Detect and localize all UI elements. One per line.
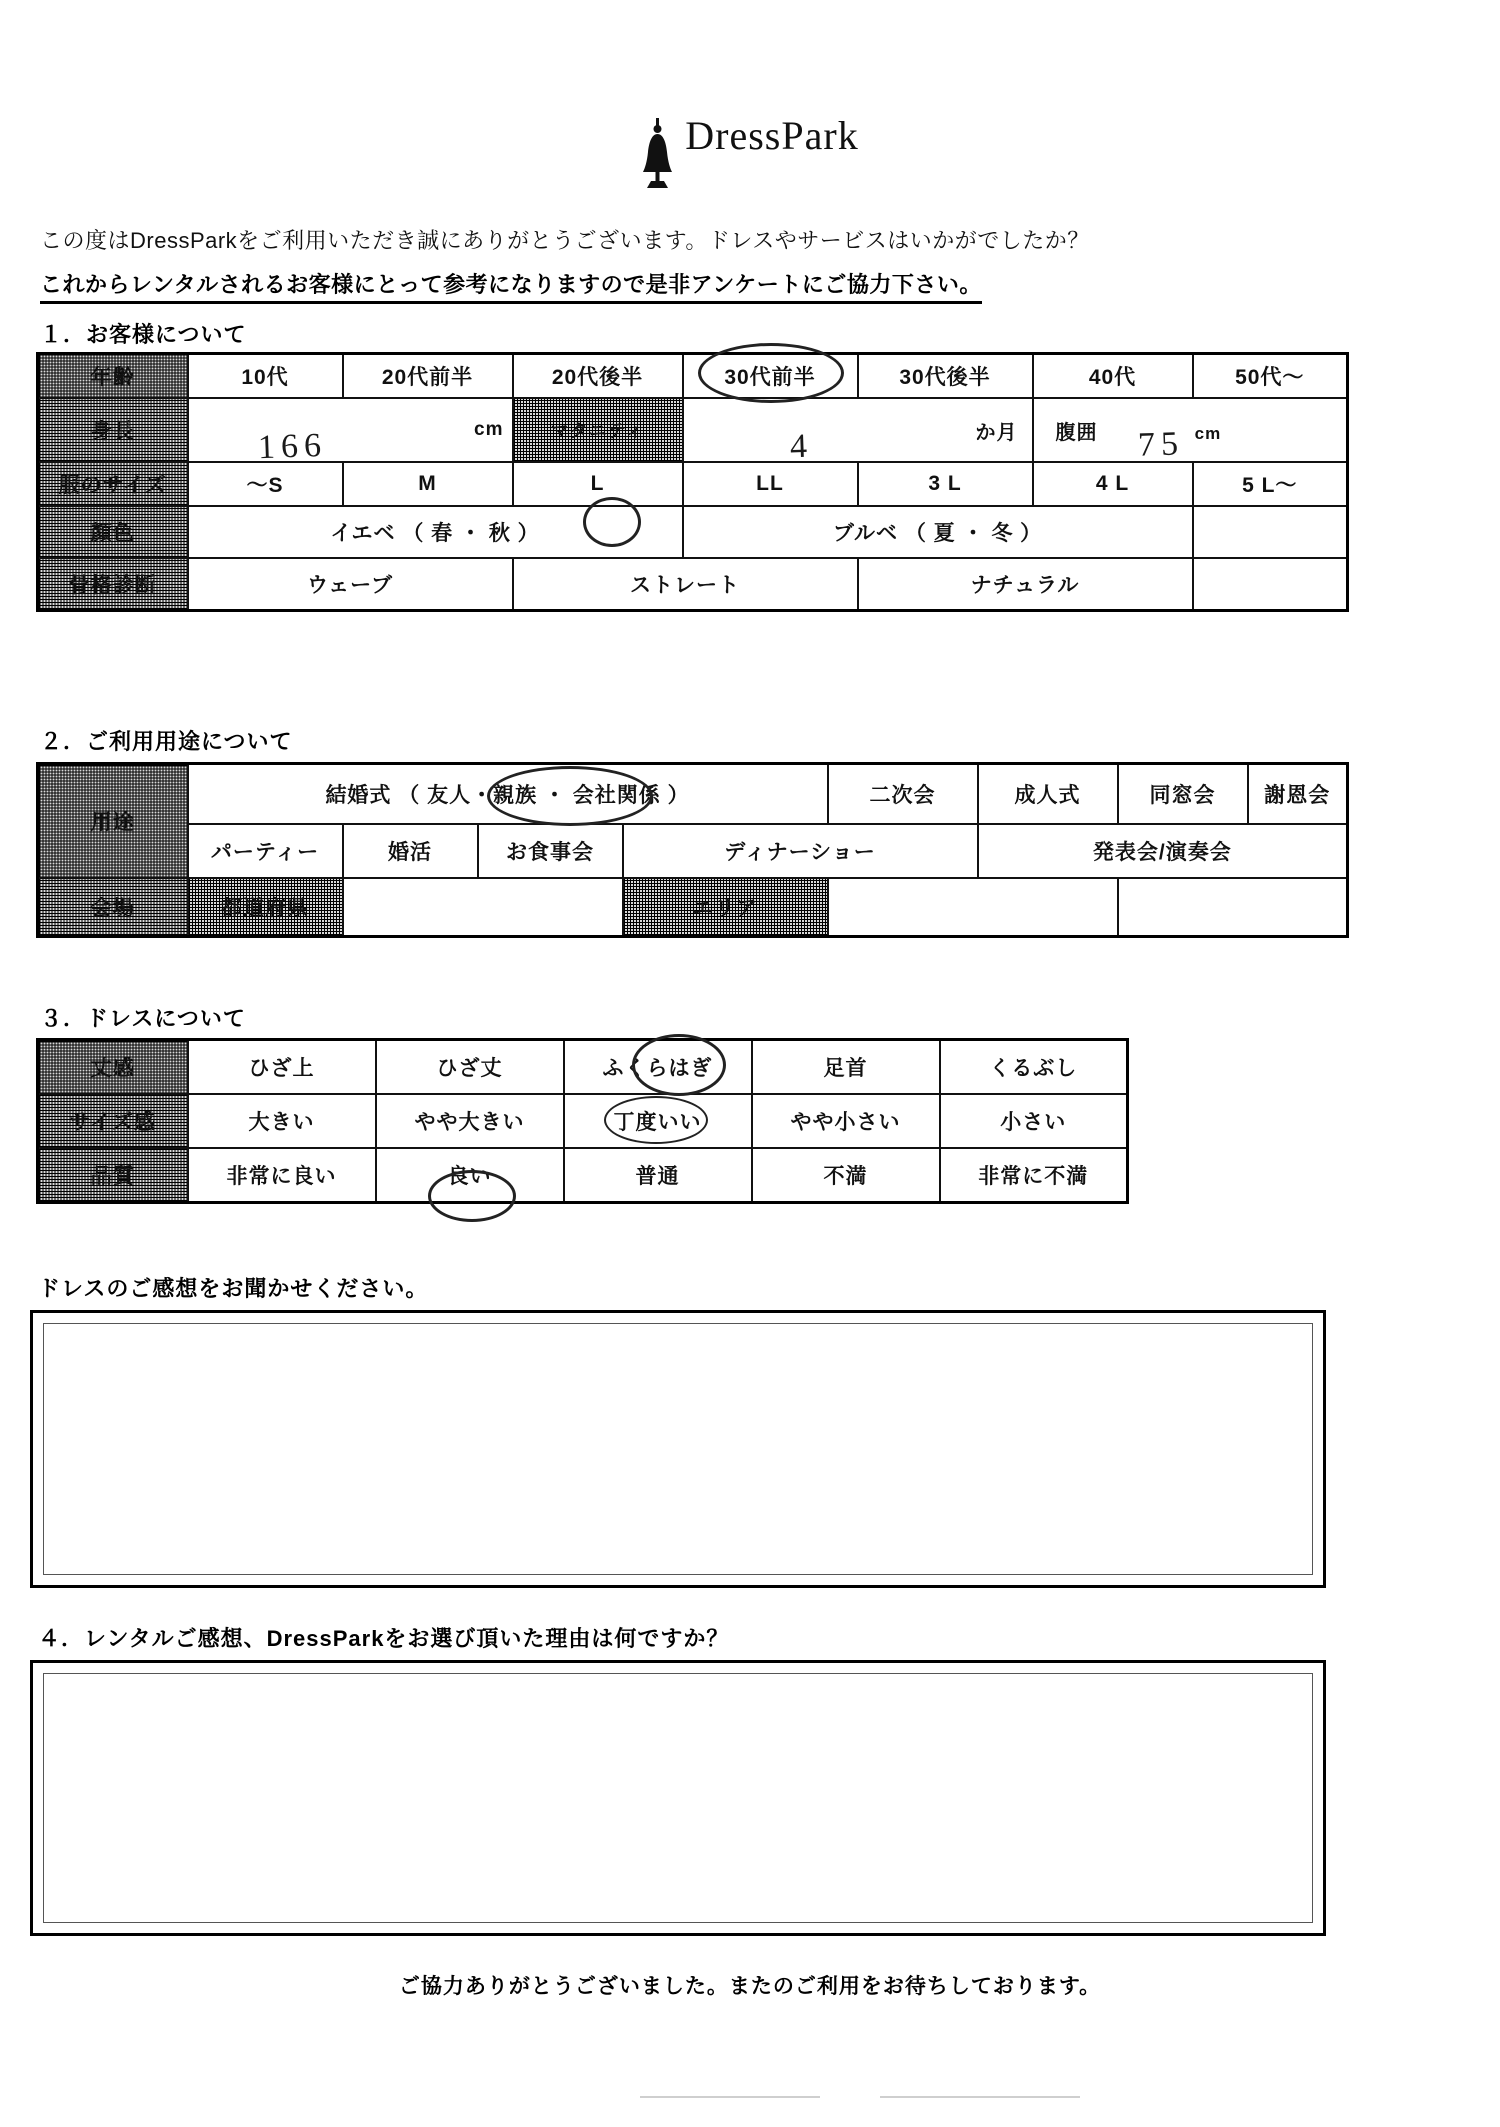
section-2-title: ２．ご利用用途について: [40, 729, 293, 754]
handwriting-belly: 75: [1137, 425, 1185, 464]
age-option-6[interactable]: 50代〜: [1193, 354, 1348, 399]
table-row-size: [38, 462, 1348, 506]
length-option-0[interactable]: ひざ上: [188, 1040, 376, 1095]
handwriting-months: 4: [789, 427, 814, 466]
table-row-purpose-1: [38, 764, 1348, 825]
section-1-title: １．お客様について: [40, 322, 247, 347]
q4-textarea[interactable]: [30, 1660, 1326, 1936]
prefecture-input[interactable]: [343, 878, 623, 937]
row-label-frame: 骨格診断: [38, 558, 188, 611]
frame-option-0[interactable]: ウェーブ: [188, 558, 513, 611]
fit-option-0[interactable]: 大きい: [188, 1094, 376, 1148]
logo-text: DressPark: [685, 113, 859, 158]
fit-option-2[interactable]: 丁度いい: [564, 1094, 752, 1148]
scan-artifact-2: [880, 2096, 1080, 2098]
table-row-height: [38, 398, 1348, 462]
section-3-title: ３．ドレスについて: [40, 1006, 246, 1031]
purpose-option-recital[interactable]: 発表会/演奏会: [978, 824, 1348, 878]
size-option-3[interactable]: LL: [683, 462, 858, 506]
quality-option-0[interactable]: 非常に良い: [188, 1148, 376, 1203]
length-option-4[interactable]: くるぶし: [940, 1040, 1128, 1095]
prefecture-label: 都道府県: [188, 878, 343, 937]
size-option-4[interactable]: 3 L: [858, 462, 1033, 506]
fit-option-4[interactable]: 小さい: [940, 1094, 1128, 1148]
purpose-option-party[interactable]: パーティー: [188, 824, 343, 878]
size-option-1[interactable]: M: [343, 462, 513, 506]
length-option-3[interactable]: 足首: [752, 1040, 940, 1095]
age-option-4[interactable]: 30代後半: [858, 354, 1033, 399]
purpose-option-thanksgiving[interactable]: 謝恩会: [1248, 764, 1348, 825]
area-input[interactable]: [828, 878, 1118, 937]
purpose-table: [36, 762, 1349, 938]
row-label-height: 身長: [38, 398, 188, 462]
height-unit: cm: [474, 419, 504, 440]
height-input-cell[interactable]: [188, 398, 513, 462]
q4-label: ４．レンタルご感想、DressParkをお選び頂いた理由は何ですか？: [38, 1626, 730, 1651]
intro-line-1: この度はDressParkをご利用いただき誠にありがとうございます。ドレスやサービスはいかがでしたか？: [40, 228, 1090, 253]
belly-unit: cm: [1194, 423, 1222, 443]
scan-artifact-1: [640, 2096, 820, 2098]
table-row-fit: [38, 1094, 1128, 1148]
footer-thanks: ご協力ありがとうございました。またのご利用をお待ちしております。: [398, 1975, 1102, 1998]
intro-line-2: これからレンタルされるお客様にとって参考になりますので是非アンケートにご協力下さい。: [40, 268, 982, 304]
age-option-2[interactable]: 20代後半: [513, 354, 683, 399]
frame-option-1[interactable]: ストレート: [513, 558, 858, 611]
table-row-age: [38, 354, 1348, 399]
color-empty-cell: [1193, 506, 1348, 558]
table-row-color: [38, 506, 1348, 558]
maternity-label: マタニティ: [513, 398, 683, 462]
purpose-option-coming-of-age[interactable]: 成人式: [978, 764, 1118, 825]
color-option-blue-base[interactable]: ブルベ （ 夏 ・ 冬 ）: [683, 506, 1193, 558]
size-option-6[interactable]: 5 L〜: [1193, 462, 1348, 506]
q3-textarea[interactable]: [30, 1310, 1326, 1588]
age-option-1[interactable]: 20代前半: [343, 354, 513, 399]
length-option-1[interactable]: ひざ丈: [376, 1040, 564, 1095]
size-option-2[interactable]: L: [513, 462, 683, 506]
purpose-option-matchmaking[interactable]: 婚活: [343, 824, 478, 878]
table-row-venue: [38, 878, 1348, 937]
frame-empty-cell: [1193, 558, 1348, 611]
purpose-option-after-party[interactable]: 二次会: [828, 764, 978, 825]
q4-textarea-inner[interactable]: [43, 1673, 1313, 1923]
color-option-yellow-base[interactable]: イエベ （ 春 ・ 秋 ）: [188, 506, 683, 558]
length-option-2[interactable]: ふくらはぎ: [564, 1040, 752, 1095]
row-label-fit: サイズ感: [38, 1094, 188, 1148]
row-label-age: 年齢: [38, 354, 188, 399]
row-label-length: 丈感: [38, 1040, 188, 1095]
handwriting-height: 166: [257, 426, 328, 467]
purpose-option-reunion[interactable]: 同窓会: [1118, 764, 1248, 825]
dress-table: [36, 1038, 1129, 1204]
venue-empty-cell: [1118, 878, 1348, 937]
size-option-5[interactable]: 4 L: [1033, 462, 1193, 506]
brand-logo: [0, 112, 1500, 159]
age-option-3[interactable]: 30代前半: [683, 354, 858, 399]
table-row-frame: [38, 558, 1348, 611]
fit-option-1[interactable]: やや大きい: [376, 1094, 564, 1148]
area-label: エリア: [623, 878, 828, 937]
quality-option-3[interactable]: 不満: [752, 1148, 940, 1203]
maternity-months-cell[interactable]: [683, 398, 1033, 462]
frame-option-2[interactable]: ナチュラル: [858, 558, 1193, 611]
purpose-option-dining[interactable]: お食事会: [478, 824, 623, 878]
row-label-quality: 品質: [38, 1148, 188, 1203]
age-option-0[interactable]: 10代: [188, 354, 343, 399]
quality-option-1[interactable]: 良い: [376, 1148, 564, 1203]
purpose-option-wedding[interactable]: 結婚式 （ 友人・親族 ・ 会社関係 ）: [188, 764, 828, 825]
q3-label: ドレスのご感想をお聞かせください。: [38, 1276, 429, 1301]
age-option-5[interactable]: 40代: [1033, 354, 1193, 399]
customer-table: [36, 352, 1349, 612]
row-label-color: 顔色: [38, 506, 188, 558]
q3-textarea-inner[interactable]: [43, 1323, 1313, 1575]
quality-option-2[interactable]: 普通: [564, 1148, 752, 1203]
row-label-size: 服のサイズ: [38, 462, 188, 506]
belly-label: 腹囲: [1055, 421, 1098, 444]
table-row-length: [38, 1040, 1128, 1095]
fit-option-3[interactable]: やや小さい: [752, 1094, 940, 1148]
row-label-venue: 会場: [38, 878, 188, 937]
table-row-quality: [38, 1148, 1128, 1203]
belly-cell[interactable]: [1033, 398, 1348, 462]
months-unit: か月: [975, 421, 1018, 444]
dress-form-icon: [641, 118, 675, 188]
row-label-purpose: 用途: [38, 764, 188, 879]
purpose-option-dinner-show[interactable]: ディナーショー: [623, 824, 978, 878]
quality-option-4[interactable]: 非常に不満: [940, 1148, 1128, 1203]
size-option-0[interactable]: 〜S: [188, 462, 343, 506]
table-row-purpose-2: [38, 824, 1348, 878]
